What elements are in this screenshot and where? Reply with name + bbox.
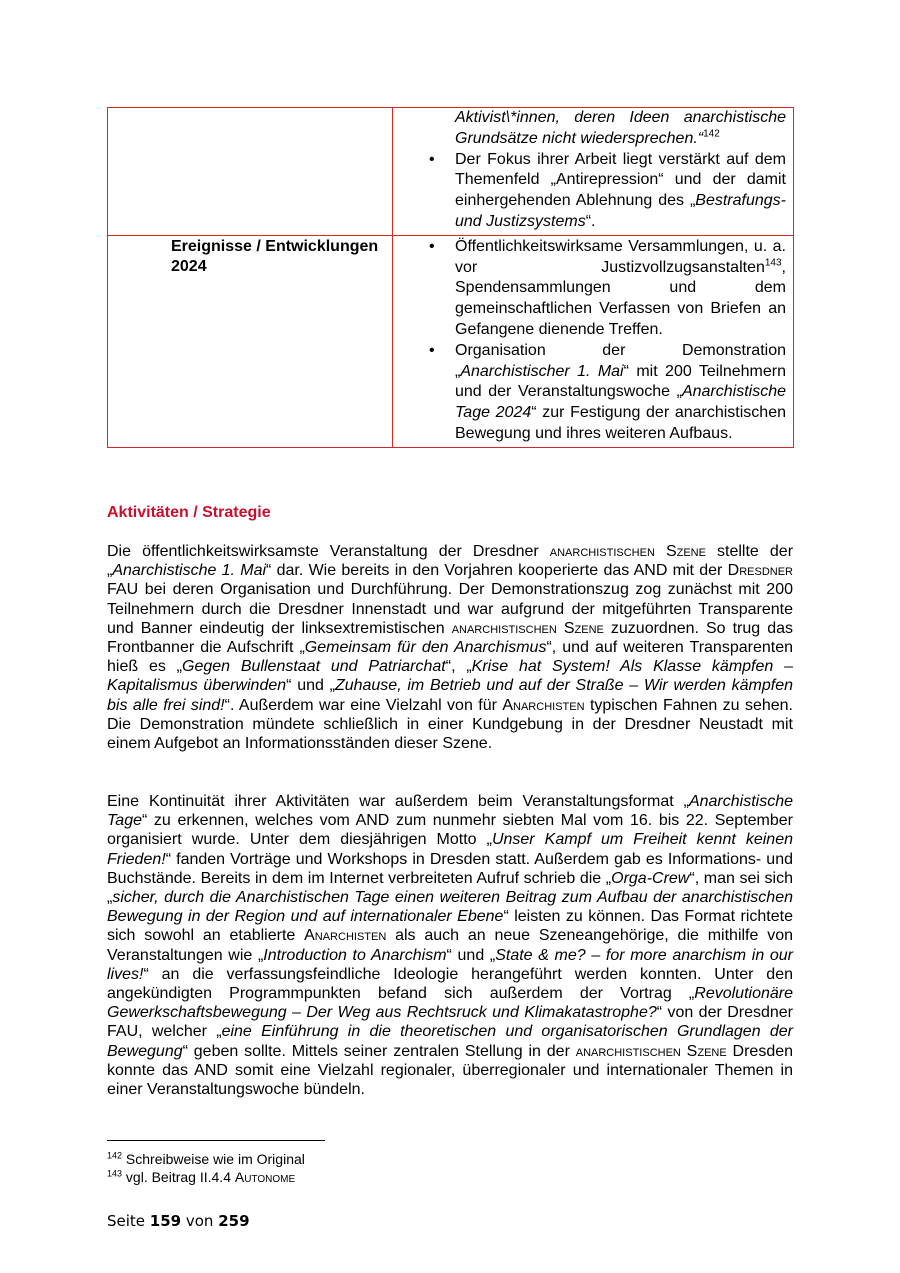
list-item: • Öffentlichkeitswirksame Versammlungen, u. a. vor Justizvollzugsanstalten$^{143}$, Spendensammlungen und dem gemeinschaftlichen Verfassen von Briefen an Gefangene dienende Treffen. (455, 237, 786, 341)
list-item: • Organisation der Demonstration „Anarchistischer 1. Mai“ mit 200 Teilnehmern und der Veranstaltungswoche „Anarchistische Tage 2024“ zur Festigung der anarchistischen Bewegung und ihres weiteren Aufbaus. (455, 341, 786, 445)
list-item: • Der Fokus ihrer Arbeit liegt verstärkt auf dem Themenfeld „Antirepression“ und der damit einhergehenden Ablehnung des „Bestrafungs- und Justizsystems“. (455, 150, 786, 233)
table-cell-content (393, 235, 794, 447)
footnotes (107, 1150, 305, 1186)
table-row (108, 108, 794, 236)
table-text: Aktivist\*innen, deren Ideen anarchistische Grundsätze nicht wiedersprechen.“$^{142}$ (455, 109, 786, 147)
table-row (108, 235, 794, 447)
footnote-ref: 142 (703, 128, 720, 140)
section-heading: Aktivitäten / Strategie (107, 504, 271, 521)
table-row-label: Ereignisse / Entwicklungen 2024 (108, 235, 393, 447)
footnote-divider (107, 1140, 325, 1141)
table-cell-content (393, 108, 794, 236)
body-paragraph: Eine Kontinuität ihrer Aktivitäten war außerdem beim Veranstaltungsformat „Anarchistische Tage“ zu erkennen, welches vom AND zum nunmehr siebten Mal vom 16. bis 22. September organisiert wurde. Unter dem diesjährigen Motto „Unser Kampf um Freiheit kennt keinen Frieden!“ fanden Vorträge und Workshops in Dresden statt. Außerdem gab es Informations- und Buchstände. Bereits in dem im Internet verbreiteten Aufruf schrieb die „Orga-Crew“, man sei sich „sicher, durch die Anarchistischen Tage einen weiteren Beitrag zum Aufbau der anarchistischen Bewegung in der Region und auf internationaler Ebene“ leisten zu können. Das Format richtete sich sowohl an etablierte Anarchisten als auch an neue Szeneangehörige, die mithilfe von Veranstaltungen wie „Introduction to Anarchism“ und „State & me? – for more anarchism in our lives!“ an die verfassungsfeindliche Ideologie herangeführt werden konnten. Unter den angekündigten Programmpunkten befand sich außerdem der Vortrag „Revolutionäre Gewerkschaftsbewegung – Der Weg aus Rechtsruck und Klimakatastrophe?“ von der Dresdner FAU, welcher „eine Einführung in die theoretischen und organisatorischen Grundlagen der Bewegung“ geben sollte. Mittels seiner zentralen Stellung in der anarchistischen Szene Dresden konnte das AND somit eine Vielzahl regionaler, überregionaler und internationaler Themen in einer Veranstaltungswoche bündeln. (107, 793, 794, 1099)
body-paragraph: Die öffentlichkeitswirksamste Veranstaltung der Dresdner anarchistischen Szene stellte der „Anarchistische 1. Mai“ dar. Wie bereits in den Vorjahren kooperierte das AND mit der Dresdner FAU bei deren Organisation und Durchführung. Der Demonstrationszug zog zunächst mit 200 Teilnehmern durch die Dresdner Innenstadt und war aufgrund der mitgeführten Transparente und Banner eindeutig der linksextremistischen anarchistischen Szene zuzuordnen. So trug das Frontbanner die Aufschrift „Gemeinsam für den Anarchismus“, und auf weiteren Transparenten hieß es „Gegen Bullenstaat und Patriarchat“, „Krise hat System! Als Klasse kämpfen – Kapitalismus überwinden“ und „Zuhause, im Betrieb und auf der Straße – Wir werden kämpfen bis alle frei sind!“. Außerdem war eine Vielzahl von für Anarchisten typischen Fahnen zu sehen. Die Demonstration mündete schließlich in einer Kundgebung in der Dresdner Neustadt mit einem Aufgebot an Informationsständen dieser Szene. (107, 543, 794, 753)
footnote: $^{142}$ Schreibweise wie im Original (107, 1150, 305, 1167)
page-number: Seite 159 von 259 (107, 1212, 250, 1230)
table-cell-label (108, 108, 393, 236)
footnote: $^{143}$ vgl. Beitrag II.4.4 Autonome (107, 1168, 296, 1185)
footnote-ref: 143 (764, 257, 782, 269)
info-table (107, 107, 794, 448)
